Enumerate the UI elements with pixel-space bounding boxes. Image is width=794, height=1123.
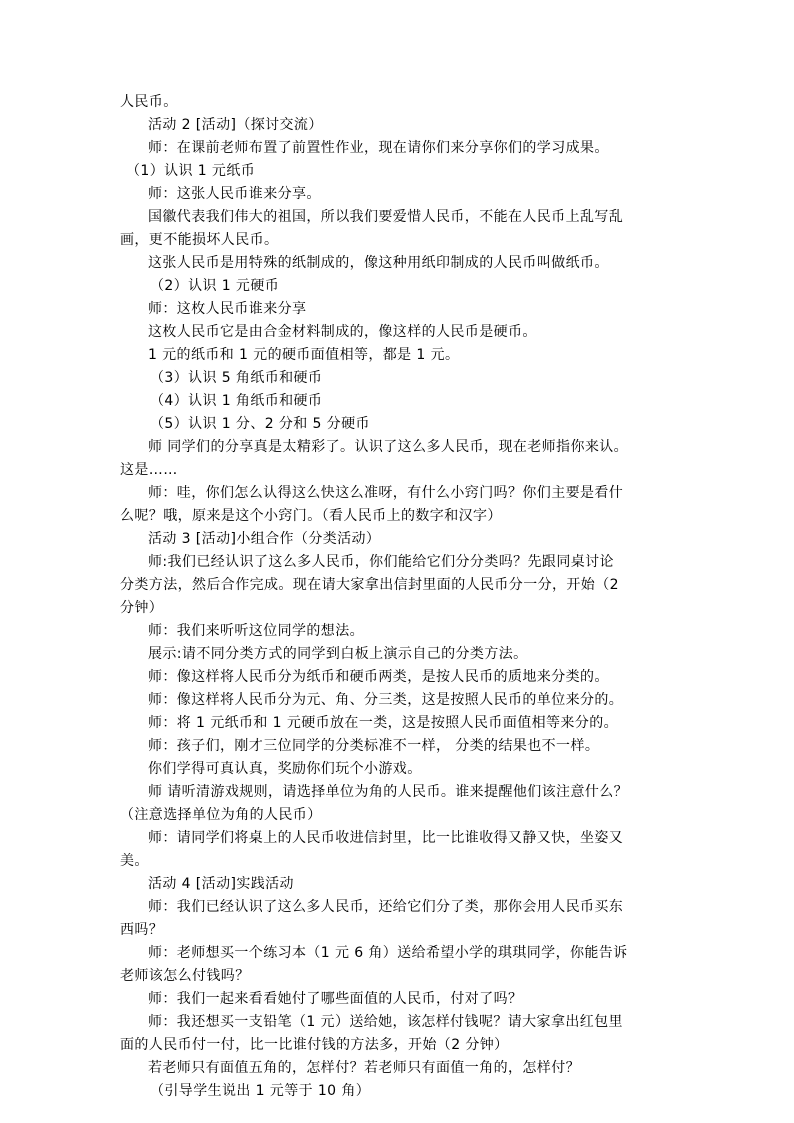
list-item: （5）认识 1 分、2 分和 5 分硬币 bbox=[150, 416, 370, 432]
list-item: （1）认识 1 元纸币 bbox=[126, 163, 256, 179]
text-line: （引导学生说出 1 元等于 10 角） bbox=[150, 1083, 371, 1099]
text-line: 这张人民币是用特殊的纸制成的，像这种用纸印制成的人民币叫做纸币。 bbox=[148, 255, 609, 271]
text-line: 人民币。 bbox=[120, 94, 178, 110]
text-line: 西吗？ bbox=[120, 922, 164, 938]
activity-heading: 活动 3 [活动]小组合作（分类活动） bbox=[148, 531, 381, 547]
text-line: 师：老师想买一个练习本（1 元 6 角）送给希望小学的琪琪同学，你能告诉 bbox=[148, 945, 628, 961]
text-line: 师：我们已经认识了这么多人民币，还给它们分了类，那你会用人民币买东 bbox=[148, 899, 624, 915]
text-line: 师：请同学们将桌上的人民币收进信封里，比一比谁收得又静又快，坐姿又 bbox=[148, 830, 624, 846]
list-item: （3）认识 5 角纸币和硬币 bbox=[150, 370, 323, 386]
text-line: （注意选择单位为角的人民币） bbox=[120, 807, 322, 823]
text-line: 师：我们一起来看看她付了哪些面值的人民币，付对了吗？ bbox=[148, 991, 523, 1007]
text-line: 师：在课前老师布置了前置性作业，现在请你们来分享你们的学习成果。 bbox=[148, 140, 609, 156]
text-line: 若老师只有面值五角的，怎样付？若老师只有面值一角的，怎样付？ bbox=[148, 1060, 580, 1076]
text-line: 么呢？哦，原来是这个小窍门。（看人民币上的数字和汉字） bbox=[120, 508, 502, 524]
text-line: 分钟） bbox=[120, 600, 164, 616]
text-line: 面的人民币付一付，比一比谁付钱的方法多，开始（2 分钟） bbox=[120, 1037, 509, 1053]
text-line: 师：孩子们，刚才三位同学的分类标准不一样， 分类的结果也不一样。 bbox=[148, 738, 600, 754]
text-line: 师：我还想买一支铅笔（1 元）送给她，该怎样付钱呢？请大家拿出红包里 bbox=[148, 1014, 623, 1030]
activity-heading: 活动 2 [活动]（探讨交流） bbox=[148, 117, 323, 133]
list-item: （4）认识 1 角纸币和硬币 bbox=[150, 393, 323, 409]
text-line: 师：我们来听听这位同学的想法。 bbox=[148, 623, 364, 639]
text-line: 师：哇，你们怎么认得这么快这么准呀，有什么小窍门吗？你们主要是看什 bbox=[148, 485, 624, 501]
activity-heading: 活动 4 [活动]实践活动 bbox=[148, 876, 294, 892]
text-line: 你们学得可真认真，奖励你们玩个小游戏。 bbox=[148, 761, 422, 777]
text-line: 分类方法，然后合作完成。现在请大家拿出信封里面的人民币分一分，开始（2 bbox=[120, 577, 619, 593]
text-line: 师 请听清游戏规则，请选择单位为角的人民币。谁来提醒他们该注意什么？ bbox=[148, 784, 629, 800]
text-line: 师：这枚人民币谁来分享 bbox=[148, 301, 307, 317]
text-line: 老师该怎么付钱吗？ bbox=[120, 968, 250, 984]
text-line: 师:我们已经认识了这么多人民币，你们能给它们分分类吗？先跟同桌讨论 bbox=[148, 554, 614, 570]
text-line: 师：像这样将人民币分为纸币和硬币两类，是按人民币的质地来分类的。 bbox=[148, 669, 609, 685]
list-item: （2）认识 1 元硬币 bbox=[150, 278, 280, 294]
text-line: 这枚人民币它是由合金材料制成的，像这样的人民币是硬币。 bbox=[148, 324, 537, 340]
text-line: 师：像这样将人民币分为元、角、分三类，这是按照人民币的单位来分的。 bbox=[148, 692, 624, 708]
text-line: 这是…… bbox=[120, 462, 178, 478]
text-line: 师：将 1 元纸币和 1 元硬币放在一类，这是按照人民币面值相等来分的。 bbox=[148, 715, 619, 731]
text-line: 画，更不能损坏人民币。 bbox=[120, 232, 279, 248]
text-line: 师：这张人民币谁来分享。 bbox=[148, 186, 321, 202]
text-line: 1 元的纸币和 1 元的硬币面值相等，都是 1 元。 bbox=[148, 347, 460, 363]
text-line: 美。 bbox=[120, 853, 149, 869]
text-line: 展示:请不同分类方式的同学到白板上演示自己的分类方法。 bbox=[148, 646, 528, 662]
text-line: 师 同学们的分享真是太精彩了。认识了这么多人民币，现在老师指你来认。 bbox=[148, 439, 629, 455]
text-line: 国徽代表我们伟大的祖国，所以我们要爱惜人民币，不能在人民币上乱写乱 bbox=[148, 209, 624, 225]
